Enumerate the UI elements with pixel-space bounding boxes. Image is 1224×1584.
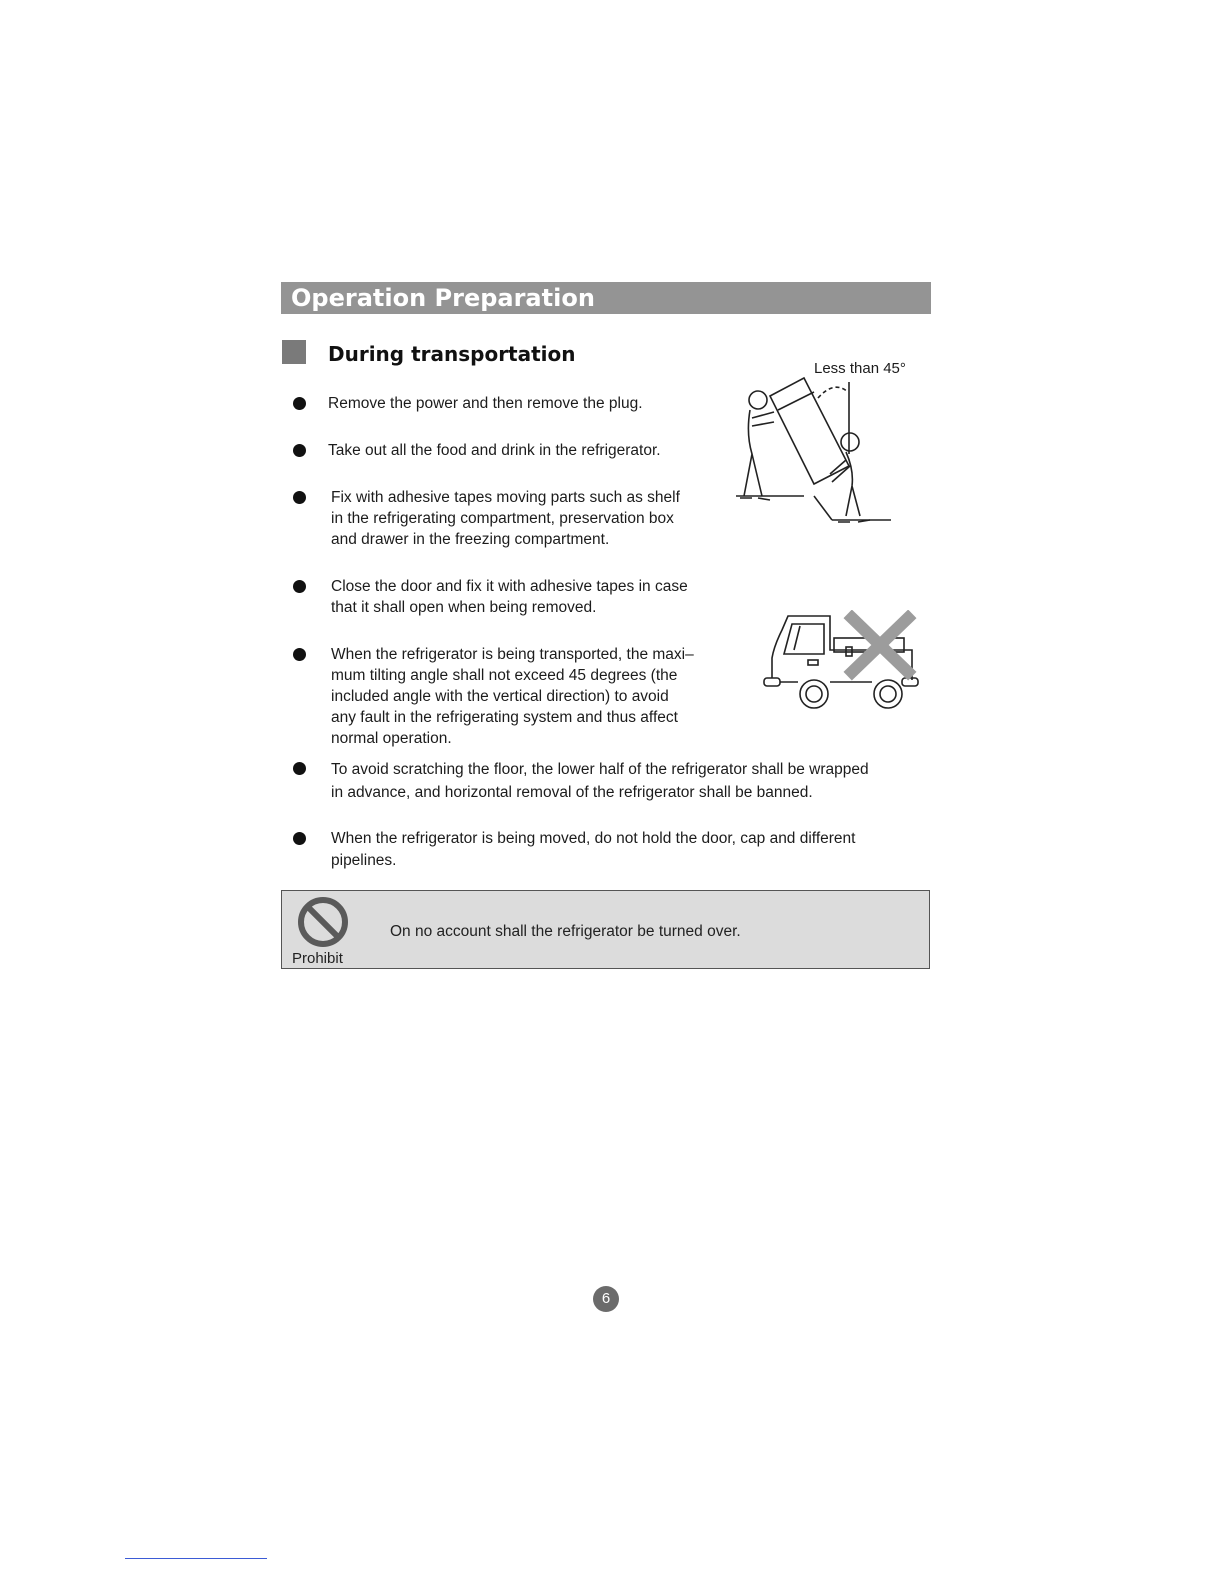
bullet-text: To avoid scratching the floor, the lower half of the refrigerator shall be wrapped in advance, and horizontal removal of the refrigerator shall be banned. [331,761,869,801]
bullet-text: Close the door and fix it with adhesive tapes in case that it shall open when being removed. [331,578,688,616]
bullet-text: Take out all the food and drink in the refrigerator. [328,442,661,459]
bullet-dot [293,397,306,410]
bullet-text: Fix with adhesive tapes moving parts such as shelf in the refrigerating compartment, preservation box and drawer in the freezing compartment. [331,489,680,548]
prohibit-notice [281,890,930,969]
tilt-carry-illustration [734,374,894,534]
bullet-dot [293,491,306,504]
tilt-angle-label: Less than 45° [814,360,906,377]
bullet-dot [293,580,306,593]
bullet-dot [293,762,306,775]
truck-prohibited-illustration [762,610,922,712]
bullet-dot [293,444,306,457]
prohibit-icon [296,895,350,949]
prohibit-label: Prohibit [292,950,343,967]
bullet-text: When the refrigerator is being transported, the maxi– mum tilting angle shall not exceed 45 degrees (the included angle with the vertical direction) to avoid any fault in the refrigerating system and thus affect normal operation. [331,646,694,747]
prohibit-text: On no account shall the refrigerator be turned over. [390,923,741,940]
bullet-dot [293,648,306,661]
bullet-text: Remove the power and then remove the plug. [328,395,643,412]
footer-rule [125,1558,267,1559]
section-title: Operation Preparation [281,282,931,314]
page-number: 6 [593,1286,619,1312]
subsection-title: During transportation [328,342,576,366]
bullet-dot [293,832,306,845]
subsection-marker [282,340,306,364]
bullet-text: When the refrigerator is being moved, do not hold the door, cap and different pipelines. [331,830,856,869]
